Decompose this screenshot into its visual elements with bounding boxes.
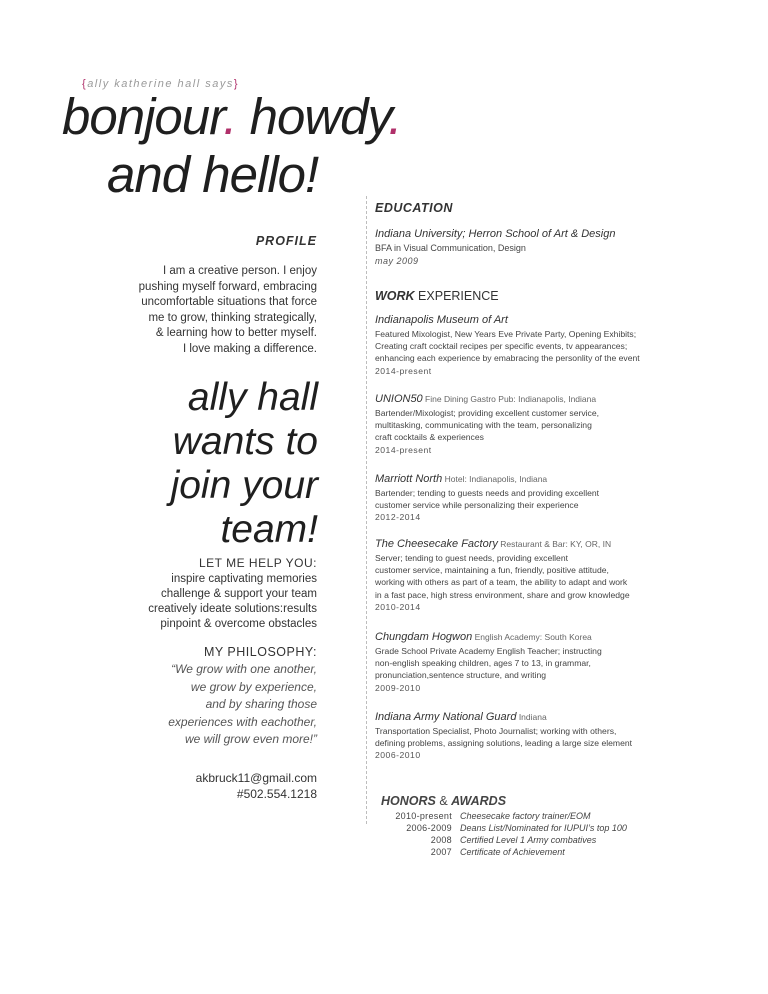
job-desc-line: craft cocktails & experiences (375, 432, 484, 443)
job-name: Indiana Army National Guard (375, 711, 517, 723)
job-location: Restaurant & Bar: KY, OR, IN (497, 539, 612, 549)
callout-statement (120, 376, 318, 552)
job-entry (375, 393, 675, 456)
job-desc-line: Bartender; tending to guests needs and providing excellent (375, 488, 600, 498)
profile-line: pushing myself forward, embracing (138, 280, 317, 293)
job-desc-line: non-english speaking children, ages 7 to 13, in grammar, (375, 658, 591, 669)
job-desc-line: enhancing each experience by emabracing the personlity of the event (375, 353, 640, 364)
job-location: Fine Dining Gastro Pub: Indianapolis, Indiana (422, 394, 597, 404)
job-date: 2010-2014 (375, 601, 421, 612)
education-school: Indiana University; Herron School of Art & Design (375, 228, 616, 240)
honors-amp: & (435, 794, 452, 808)
job-desc-line: customer service while personalizing their experience (375, 500, 579, 511)
job-desc-line: customer service, maintaining a fun, friendly, positive attitude, (375, 565, 609, 576)
help-item: challenge & support your team (161, 588, 317, 600)
education-title: EDUCATION (375, 201, 453, 215)
philosophy-line: “We grow with one another, (171, 662, 317, 676)
profile-line: me to grow, thinking strategically, (148, 311, 317, 324)
honor-year: 2006-2009 (406, 823, 452, 833)
honor-row (378, 835, 698, 846)
help-item: pinpoint & overcome obstacles (160, 618, 317, 630)
job-entry (375, 314, 675, 377)
honors-awards-title (381, 794, 506, 808)
job-name: Marriott North (375, 473, 443, 485)
help-item: creatively ideate solutions:results (148, 603, 317, 615)
honor-text: Deans List/Nominated for IUPUI’s top 100 (460, 823, 627, 833)
headline-line-2: and hello! (107, 146, 319, 203)
callout-line: join your (170, 464, 318, 507)
job-name: The Cheesecake Factory (375, 538, 498, 550)
email-link[interactable]: akbruck11@gmail.com (195, 771, 317, 785)
honor-text: Certified Level 1 Army combatives (460, 835, 597, 845)
job-desc-line: Featured Mixologist, New Years Eve Private Party, Opening Exhibits; (375, 329, 637, 339)
philosophy-line: experiences with eachother, (168, 714, 317, 729)
profile-line: I am a creative person. I enjoy (162, 265, 317, 277)
job-date: 2014-present (375, 365, 432, 376)
job-name: Chungdam Hogwon (375, 631, 473, 643)
headline-dot-1: . (223, 88, 237, 145)
work-experience-title (375, 289, 675, 303)
job-desc-line: Creating craft cocktail recipes per specific events, tv appearances; (375, 341, 628, 352)
brace-close: } (233, 78, 240, 90)
philosophy-line: we grow by experience, (190, 679, 317, 694)
callout-line: wants to (172, 420, 318, 463)
column-divider (366, 196, 367, 824)
brace-open: { (82, 78, 88, 90)
job-desc-line: pronunciation,sentence structure, and writing (375, 670, 547, 681)
headline-line-1 (62, 88, 401, 146)
job-date: 2012-2014 (375, 512, 421, 523)
callout-line: team! (220, 508, 318, 551)
tagline-text: ally katherine hall says (87, 78, 234, 90)
philosophy-quote (112, 661, 317, 749)
honors-word: HONORS (381, 794, 436, 808)
honor-year: 2010-present (395, 811, 452, 821)
profile-line: I love making a difference. (182, 342, 317, 355)
contact-block (112, 770, 317, 802)
job-desc-line: Server; tending to guest needs, providing excellent (375, 553, 569, 563)
job-desc-line: working with others as part of a team, the ability to adapt and work (375, 577, 628, 588)
job-location: Indiana (516, 712, 547, 722)
job-date: 2014-present (375, 444, 432, 455)
job-name: Indianapolis Museum of Art (375, 314, 508, 326)
philosophy-title: MY PHILOSOPHY: (203, 645, 317, 659)
headline-dot-2: . (388, 88, 402, 145)
philosophy-line: and by sharing those (205, 697, 317, 711)
job-desc-line: in a fast pace, high stress environment, share and grow knowledge (375, 589, 630, 600)
awards-word: AWARDS (451, 794, 507, 808)
job-entry (375, 631, 675, 694)
education-degree: BFA in Visual Communication, Design (375, 243, 526, 253)
job-location: English Academy: South Korea (472, 632, 592, 642)
phone-number: #502.554.1218 (236, 787, 317, 801)
job-date: 2006-2010 (375, 750, 421, 761)
job-desc-line: Grade School Private Academy English Teacher; instructing (375, 646, 602, 656)
work-title-bold: WORK (375, 289, 415, 303)
honor-text: Certificate of Achievement (460, 847, 565, 857)
job-entry (375, 711, 675, 761)
job-entry (375, 538, 675, 613)
help-list (112, 572, 317, 632)
profile-text (112, 264, 317, 357)
job-location: Hotel: Indianapolis, Indiana (442, 474, 548, 484)
honor-row (378, 823, 698, 834)
job-name: UNION50 (375, 393, 423, 405)
headline-word-howdy: howdy (249, 88, 389, 145)
callout-line: ally hall (187, 376, 318, 419)
profile-line: uncomfortable situations that force (141, 296, 317, 308)
honor-text: Cheesecake factory trainer/EOM (460, 811, 591, 821)
honor-year: 2007 (430, 847, 452, 857)
honor-row (378, 811, 698, 822)
job-desc-line: defining problems, assigning solutions, leading a large size element (375, 738, 633, 749)
education-date: may 2009 (375, 256, 419, 266)
headline-word-bonjour: bonjour (62, 88, 224, 145)
job-date: 2009-2010 (375, 682, 421, 693)
job-entry (375, 473, 675, 523)
job-desc-line: Transportation Specialist, Photo Journalist; working with others, (375, 726, 617, 736)
profile-line: & learning how to better myself. (155, 327, 317, 339)
job-desc-line: multitasking, communicating with the team, personalizing (375, 420, 592, 431)
job-desc-line: Bartender/Mixologist; providing excellent customer service, (375, 408, 600, 418)
help-title: LET ME HELP YOU: (198, 556, 317, 570)
honor-row (378, 847, 698, 858)
honor-year: 2008 (430, 835, 452, 845)
work-title-rest: EXPERIENCE (414, 289, 499, 303)
help-item: inspire captivating memories (171, 573, 317, 585)
profile-title: PROFILE (255, 234, 317, 248)
philosophy-line: we will grow even more!” (184, 732, 317, 746)
